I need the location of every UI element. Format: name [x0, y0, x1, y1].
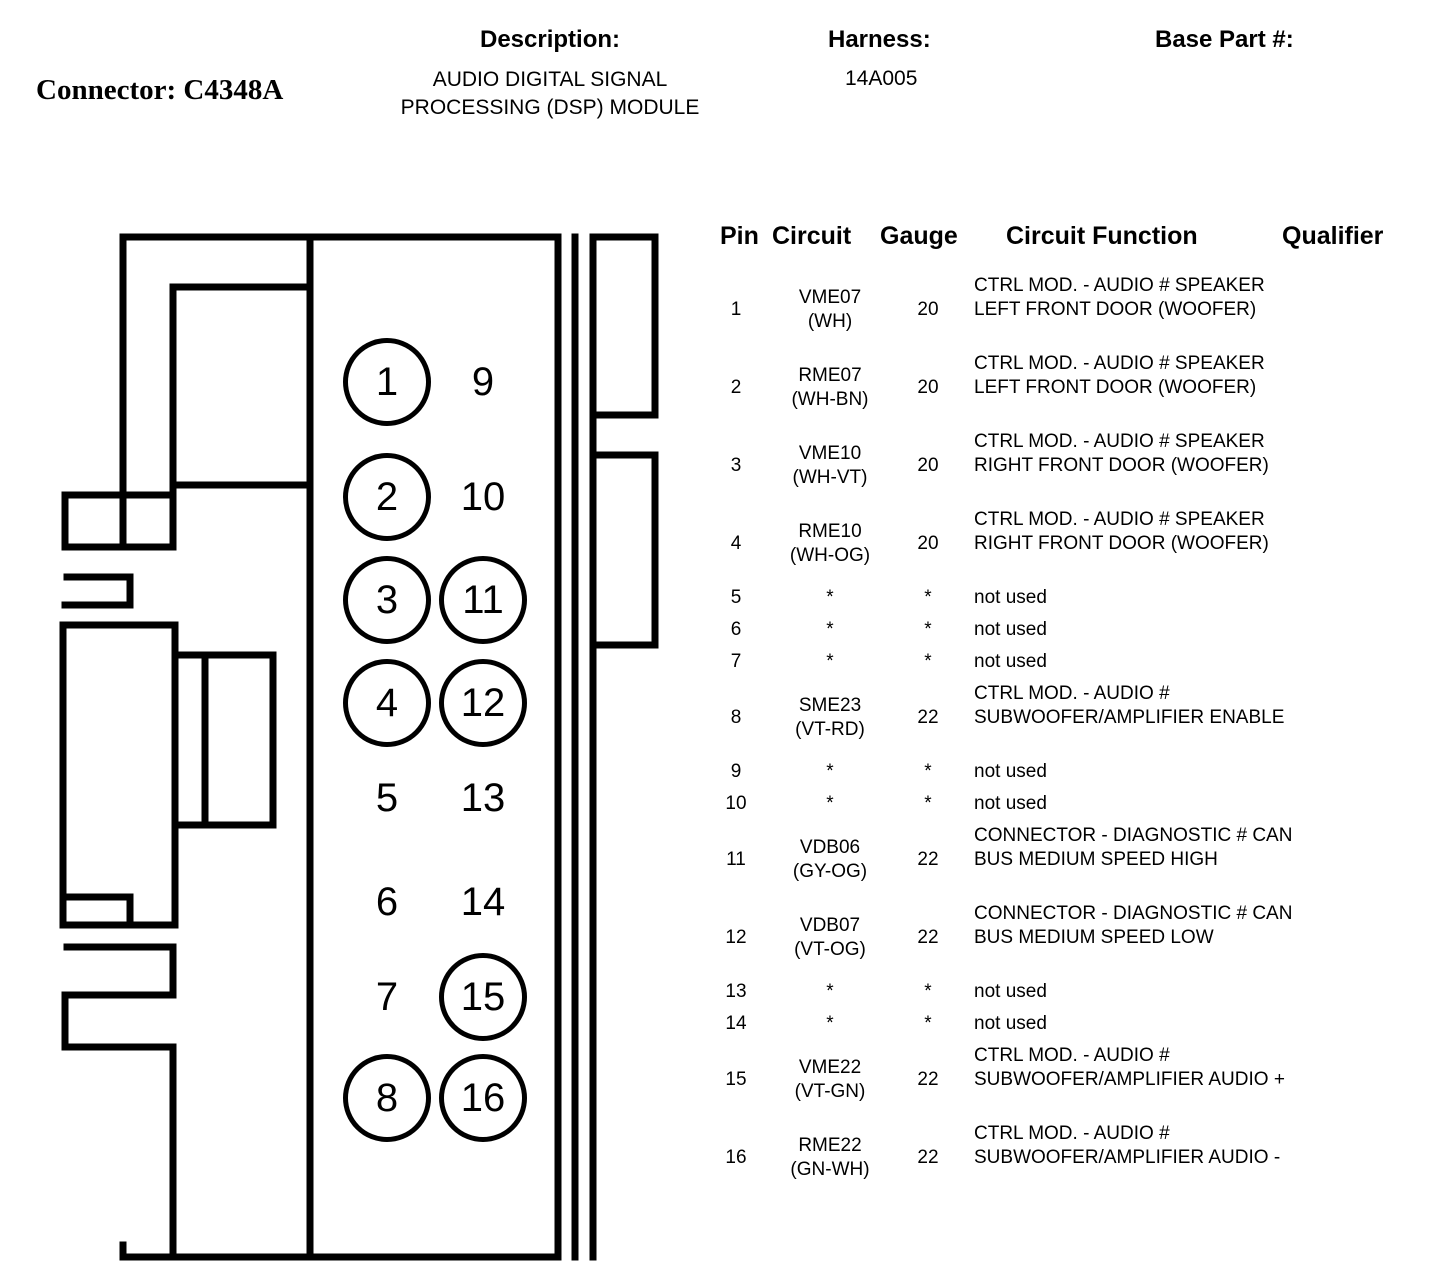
circuit-name: RME07 — [798, 365, 862, 386]
cell-circuit — [764, 694, 896, 742]
column-header-qualifier: Qualifier — [1282, 222, 1384, 250]
cell-circuit-function: CTRL MOD. - AUDIO # SPEAKER LEFT FRONT DOOR (WOOFER) — [974, 353, 1265, 398]
cell-pin: 15 — [725, 1069, 747, 1090]
cell-pin: 12 — [725, 927, 747, 948]
circuit-name: VME22 — [798, 1057, 862, 1078]
cell-circuit — [764, 586, 896, 610]
circuit-color-code: (GY-OG) — [792, 861, 868, 882]
cell-circuit — [764, 836, 896, 884]
cell-circuit — [764, 1134, 896, 1182]
cell-circuit-function: not used — [974, 619, 1047, 640]
cell-gauge: 20 — [917, 533, 939, 554]
table-row — [712, 758, 1424, 790]
cell-gauge: 22 — [917, 849, 939, 870]
cell-gauge: * — [924, 1013, 932, 1034]
cell-gauge: 22 — [917, 927, 939, 948]
cell-pin: 11 — [726, 849, 746, 870]
column-header-circuit: Circuit — [772, 222, 852, 250]
cell-gauge: 20 — [917, 377, 939, 398]
cell-circuit — [764, 1012, 896, 1036]
circuit-name: * — [826, 651, 834, 672]
cell-circuit — [764, 520, 896, 568]
circuit-name: * — [826, 981, 834, 1002]
cell-circuit-function: CONNECTOR - DIAGNOSTIC # CAN BUS MEDIUM SPEED LOW — [974, 903, 1293, 948]
cell-circuit-function: CTRL MOD. - AUDIO # SPEAKER RIGHT FRONT DOOR (WOOFER) — [974, 431, 1269, 476]
table-row — [712, 350, 1424, 428]
cell-circuit — [764, 442, 896, 490]
circuit-color-code: (VT-RD) — [795, 719, 865, 740]
cell-circuit — [764, 792, 896, 816]
cell-pin: 8 — [730, 707, 742, 728]
cell-circuit-function: not used — [974, 651, 1047, 672]
table-row — [712, 680, 1424, 758]
table-row — [712, 1120, 1424, 1198]
cell-circuit-function: not used — [974, 793, 1047, 814]
pin-number-13: 13 — [460, 776, 506, 820]
table-row — [712, 272, 1424, 350]
cell-gauge: 22 — [917, 1147, 939, 1168]
circuit-color-code: (WH-BN) — [791, 389, 869, 410]
cell-circuit — [764, 618, 896, 642]
table-row — [712, 978, 1424, 1010]
circuit-name: * — [826, 1013, 834, 1034]
circuit-color-code: (WH-VT) — [792, 467, 868, 488]
cell-circuit-function: CTRL MOD. - AUDIO # SUBWOOFER/AMPLIFIER AUDIO - — [974, 1123, 1281, 1168]
table-row — [712, 428, 1424, 506]
circuit-name: RME10 — [798, 521, 862, 542]
circuit-name: VME10 — [798, 443, 862, 464]
cell-pin: 14 — [725, 1013, 747, 1034]
cell-pin: 1 — [730, 299, 742, 320]
description-label: Description: — [479, 26, 620, 53]
table-header-row — [712, 222, 1424, 258]
cell-pin: 4 — [730, 533, 742, 554]
description-value: AUDIO DIGITAL SIGNAL PROCESSING (DSP) MODULE — [400, 68, 700, 119]
pin-number-2: 2 — [375, 475, 399, 519]
pin-number-6: 6 — [375, 880, 399, 924]
table-row — [712, 790, 1424, 822]
column-header-circuit-function: Circuit Function — [1006, 222, 1198, 250]
harness-label: Harness: — [828, 26, 931, 53]
table-row — [712, 648, 1424, 680]
pin-number-12: 12 — [460, 681, 506, 725]
cell-circuit-function: CONNECTOR - DIAGNOSTIC # CAN BUS MEDIUM SPEED HIGH — [974, 825, 1293, 870]
cell-gauge: * — [924, 619, 932, 640]
cell-circuit — [764, 760, 896, 784]
cell-circuit — [764, 364, 896, 412]
base-part-label: Base Part #: — [1155, 26, 1294, 53]
connector-title: Connector: C4348A — [36, 74, 284, 106]
pin-number-9: 9 — [471, 360, 495, 404]
column-header-pin: Pin — [720, 222, 759, 250]
cell-gauge: 22 — [917, 707, 939, 728]
pin-number-3: 3 — [375, 578, 399, 622]
table-row — [712, 506, 1424, 584]
cell-circuit-function: not used — [974, 981, 1047, 1002]
circuit-name: * — [826, 587, 834, 608]
cell-pin: 9 — [730, 761, 742, 782]
cell-circuit — [764, 286, 896, 334]
pin-number-10: 10 — [460, 475, 506, 519]
cell-pin: 10 — [725, 793, 747, 814]
circuit-name: SME23 — [798, 695, 862, 716]
cell-gauge: * — [924, 761, 932, 782]
pin-number-16: 16 — [460, 1076, 506, 1120]
cell-circuit-function: CTRL MOD. - AUDIO # SUBWOOFER/AMPLIFIER ENABLE — [974, 683, 1285, 728]
circuit-color-code: (WH-OG) — [789, 545, 871, 566]
pin-number-7: 7 — [375, 975, 399, 1019]
cell-gauge: * — [924, 981, 932, 1002]
table-row — [712, 1010, 1424, 1042]
cell-pin: 2 — [730, 377, 742, 398]
pin-number-5: 5 — [375, 776, 399, 820]
cell-gauge: 22 — [917, 1069, 939, 1090]
circuit-name: * — [826, 793, 834, 814]
pin-number-4: 4 — [375, 681, 399, 725]
cell-pin: 6 — [730, 619, 742, 640]
table-row — [712, 822, 1424, 900]
cell-circuit — [764, 980, 896, 1004]
cell-circuit — [764, 650, 896, 674]
circuit-name: VDB07 — [799, 915, 861, 936]
column-header-gauge: Gauge — [880, 222, 958, 250]
circuit-name: RME22 — [798, 1135, 862, 1156]
cell-circuit-function: CTRL MOD. - AUDIO # SUBWOOFER/AMPLIFIER AUDIO + — [974, 1045, 1285, 1090]
cell-pin: 3 — [730, 455, 742, 476]
pin-number-14: 14 — [460, 880, 506, 924]
cell-pin: 16 — [725, 1147, 747, 1168]
cell-circuit — [764, 914, 896, 962]
cell-gauge: 20 — [917, 299, 939, 320]
cell-pin: 13 — [725, 981, 747, 1002]
table-row — [712, 584, 1424, 616]
pin-number-11: 11 — [462, 578, 504, 622]
cell-circuit-function: not used — [974, 761, 1047, 782]
circuit-color-code: (WH) — [807, 311, 853, 332]
pin-number-15: 15 — [460, 975, 506, 1019]
cell-circuit-function: CTRL MOD. - AUDIO # SPEAKER RIGHT FRONT DOOR (WOOFER) — [974, 509, 1269, 554]
cell-gauge: * — [924, 651, 932, 672]
circuit-color-code: (GN-WH) — [790, 1159, 870, 1180]
table-row — [712, 1042, 1424, 1120]
table-row — [712, 616, 1424, 648]
circuit-name: VME07 — [798, 287, 862, 308]
circuit-name: * — [826, 619, 834, 640]
cell-circuit-function: not used — [974, 1013, 1047, 1034]
cell-pin: 5 — [730, 587, 742, 608]
circuit-color-code: (VT-OG) — [794, 939, 866, 960]
table-row — [712, 900, 1424, 978]
circuit-name: * — [826, 761, 834, 782]
cell-circuit-function: not used — [974, 587, 1047, 608]
circuit-name: VDB06 — [799, 837, 861, 858]
cell-gauge: 20 — [917, 455, 939, 476]
circuit-color-code: (VT-GN) — [794, 1081, 866, 1102]
pin-table — [712, 222, 1424, 1198]
connector-pinout-diagram — [55, 225, 685, 1270]
pin-number-1: 1 — [375, 360, 399, 404]
cell-pin: 7 — [730, 651, 742, 672]
cell-gauge: * — [924, 587, 932, 608]
harness-value: 14A005 — [845, 67, 918, 90]
cell-circuit-function: CTRL MOD. - AUDIO # SPEAKER LEFT FRONT DOOR (WOOFER) — [974, 275, 1265, 320]
table-body — [712, 272, 1424, 1198]
pin-number-8: 8 — [375, 1076, 399, 1120]
cell-gauge: * — [924, 793, 932, 814]
cell-circuit — [764, 1056, 896, 1104]
